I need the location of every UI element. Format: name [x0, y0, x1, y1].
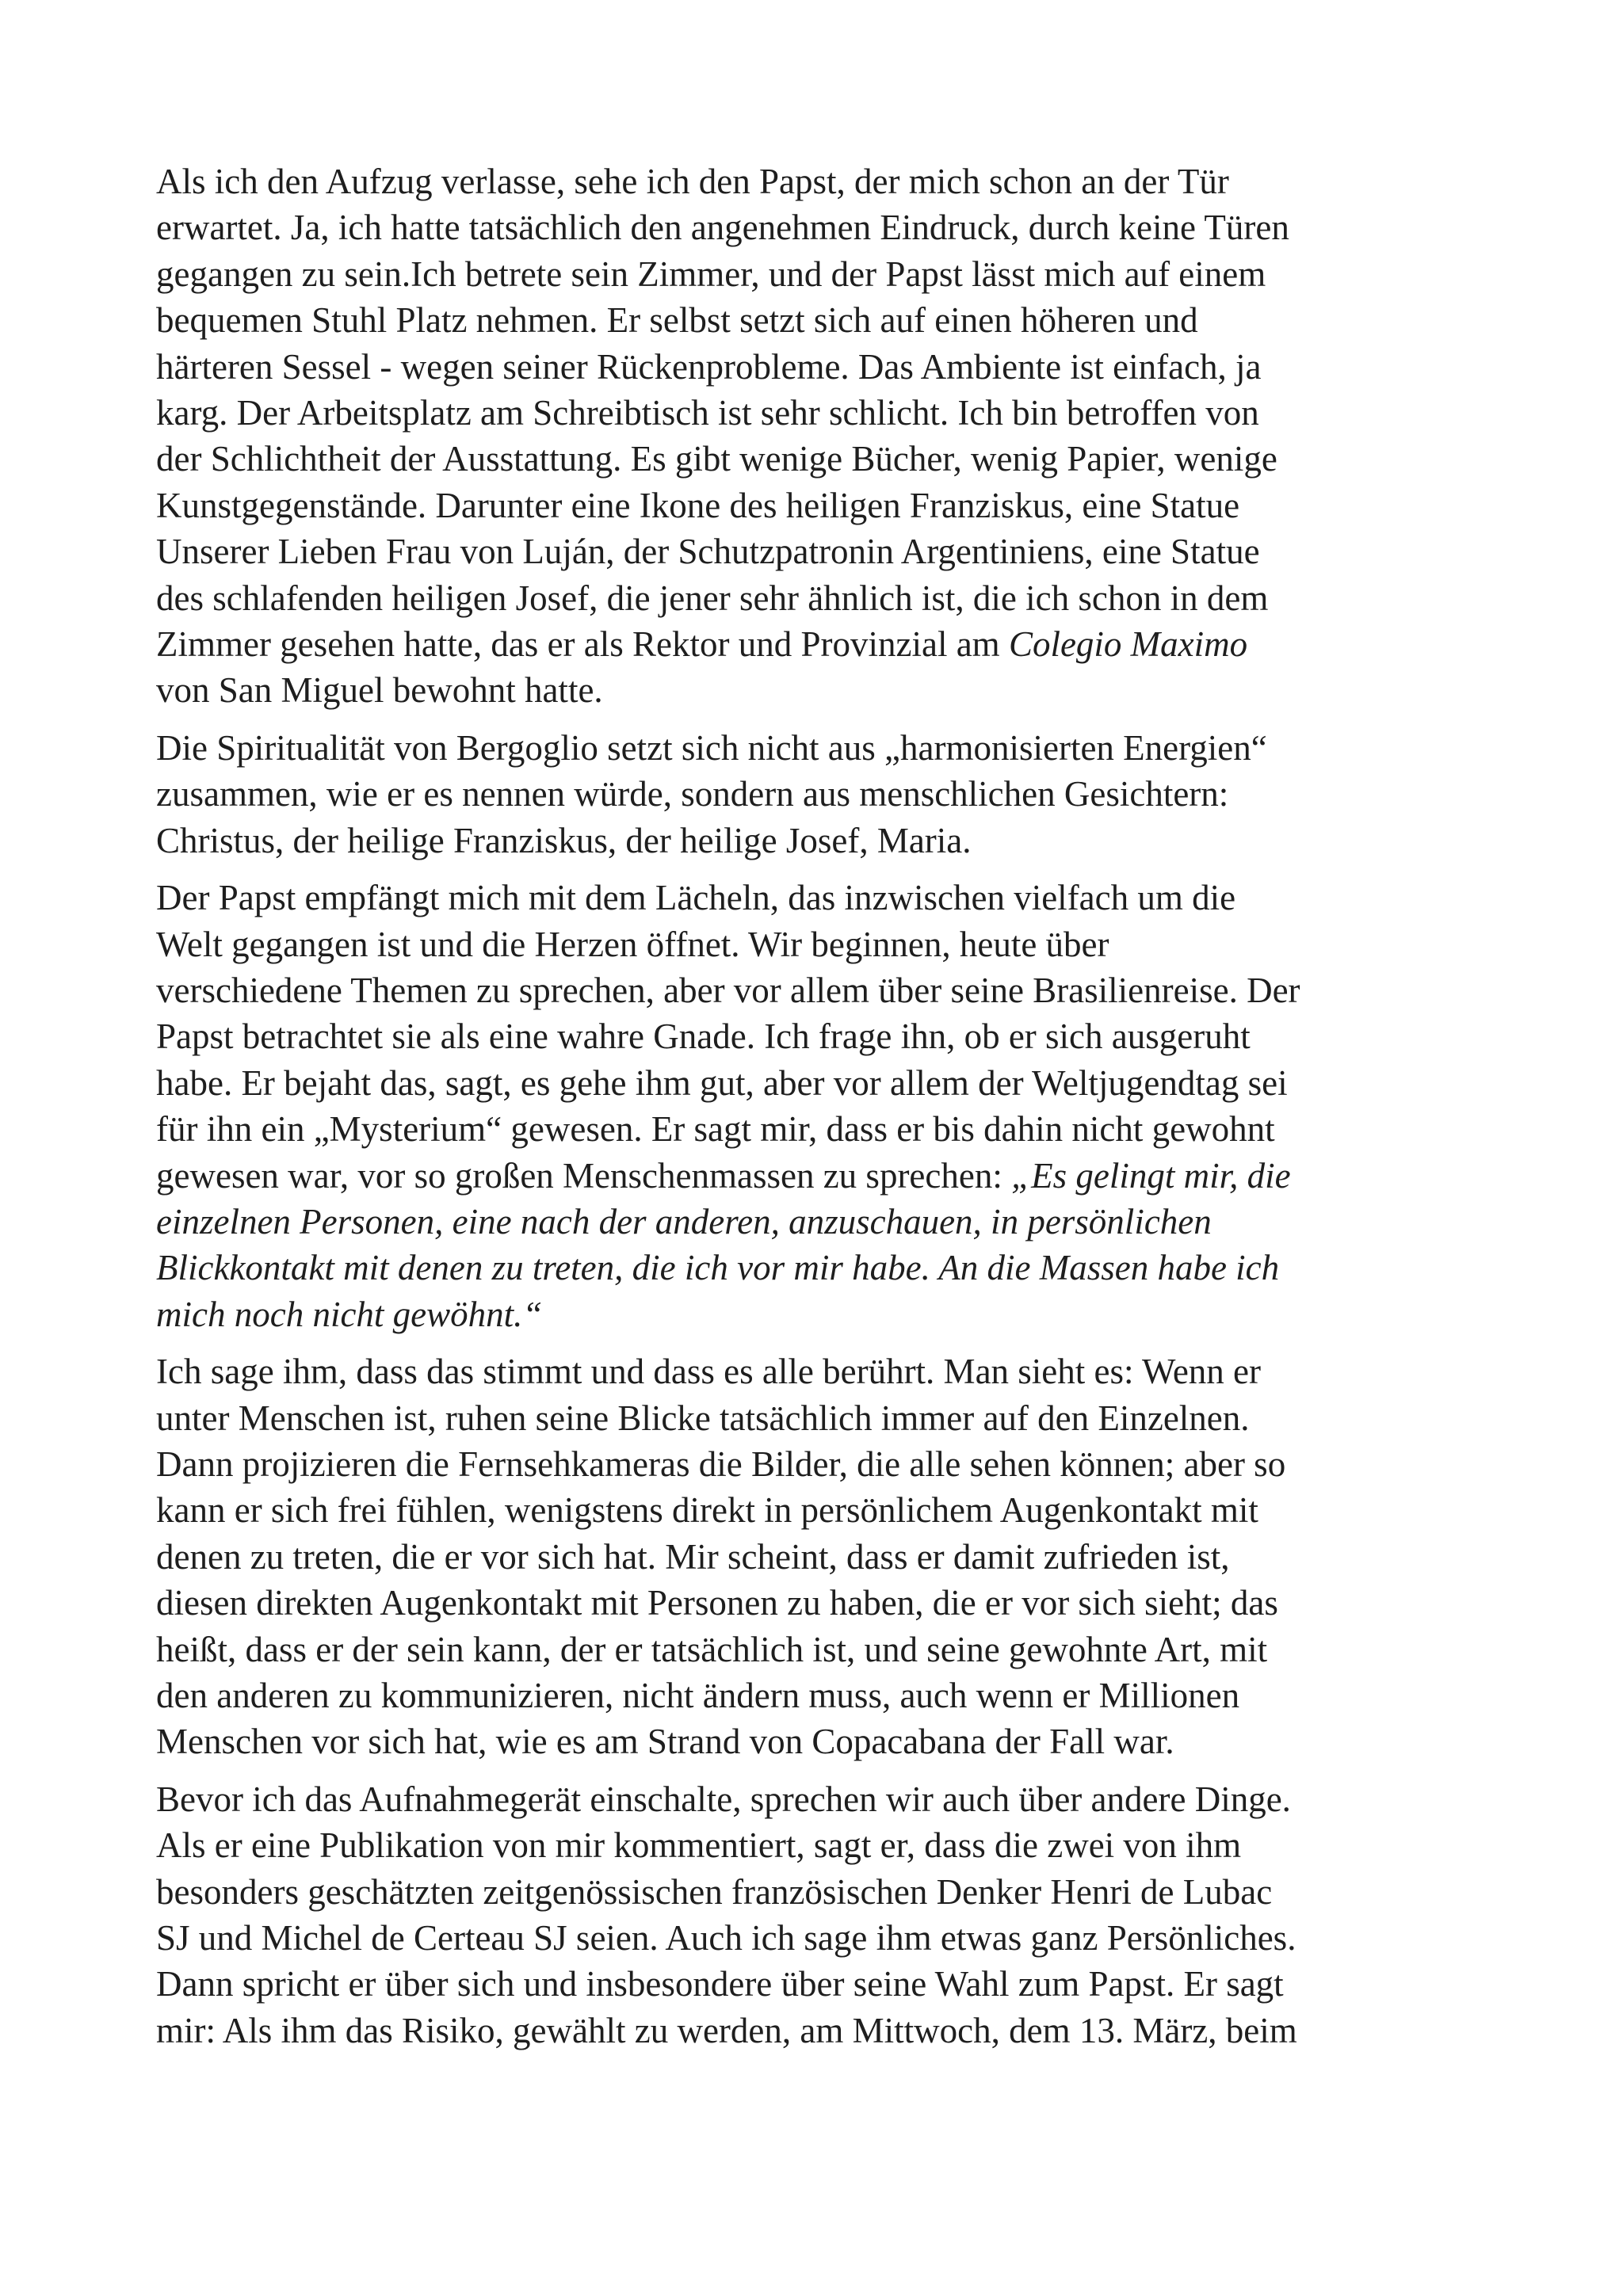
- paragraph: [156, 725, 1487, 864]
- text-segment: besonders geschätzten zeitgenössischen französischen Denker Henri de Lubac: [156, 1871, 1273, 1912]
- text-segment: von San Miguel bewohnt hatte.: [156, 670, 603, 711]
- text-line: [156, 771, 1487, 817]
- text-segment: verschiedene Themen zu sprechen, aber vor allem über seine Brasilienreise. Der: [156, 970, 1300, 1010]
- italic-text: „Es gelingt mir, die: [1011, 1155, 1291, 1196]
- text-segment: erwartet. Ja, ich hatte tatsächlich den angenehmen Eindruck, durch keine Türen: [156, 208, 1289, 248]
- text-line: [156, 436, 1487, 482]
- text-line: [156, 1106, 1487, 1152]
- text-line: [156, 344, 1487, 390]
- text-segment: diesen direkten Augenkontakt mit Personen zu haben, die er vor sich sieht; das: [156, 1583, 1278, 1623]
- text-segment: karg. Der Arbeitsplatz am Schreibtisch ist sehr schlicht. Ich bin betroffen von: [156, 393, 1259, 433]
- text-segment: Dann spricht er über sich und insbesondere über seine Wahl zum Papst. Er sagt: [156, 1964, 1284, 2004]
- text-line: [156, 667, 1487, 713]
- text-line: [156, 528, 1487, 574]
- text-line: [156, 1915, 1487, 1961]
- text-line: [156, 1580, 1487, 1626]
- text-line: [156, 482, 1487, 528]
- text-segment: SJ und Michel de Certeau SJ seien. Auch ich sage ihm etwas ganz Persönliches.: [156, 1918, 1296, 1958]
- text-line: [156, 158, 1487, 204]
- paragraph: [156, 1348, 1487, 1765]
- italic-text: mich noch nicht gewöhnt.“: [156, 1294, 543, 1334]
- text-line: [156, 297, 1487, 343]
- text-segment: kann er sich frei fühlen, wenigstens direkt in persönlichem Augenkontakt mit: [156, 1490, 1258, 1531]
- text-segment: mir: Als ihm das Risiko, gewählt zu werden, am Mittwoch, dem 13. März, beim: [156, 2010, 1297, 2050]
- text-segment: härteren Sessel - wegen seiner Rückenprobleme. Das Ambiente ist einfach, ja: [156, 346, 1262, 387]
- text-segment: bequemen Stuhl Platz nehmen. Er selbst setzt sich auf einen höheren und: [156, 300, 1198, 341]
- text-line: [156, 251, 1487, 297]
- paragraph: [156, 875, 1487, 1337]
- text-segment: Kunstgegenstände. Darunter eine Ikone des heiligen Franziskus, eine Statue: [156, 485, 1240, 525]
- text-line: [156, 2008, 1487, 2054]
- text-segment: Als er eine Publikation von mir kommentiert, sagt er, dass die zwei von ihm: [156, 1825, 1242, 1866]
- text-segment: Zimmer gesehen hatte, das er als Rektor und Provinzial am: [156, 624, 1009, 665]
- text-segment: Ich sage ihm, dass das stimmt und dass es alle berührt. Man sieht es: Wenn er: [156, 1352, 1262, 1392]
- text-line: [156, 1291, 1487, 1337]
- text-segment: des schlafenden heiligen Josef, die jener sehr ähnlich ist, die ich schon in dem: [156, 578, 1269, 618]
- text-line: [156, 1718, 1487, 1764]
- text-segment: der Schlichtheit der Ausstattung. Es gibt wenige Bücher, wenig Papier, wenige: [156, 439, 1277, 479]
- text-line: [156, 1153, 1487, 1199]
- text-segment: habe. Er bejaht das, sagt, es gehe ihm gut, aber vor allem der Weltjugendtag sei: [156, 1062, 1288, 1103]
- text-line: [156, 967, 1487, 1013]
- text-line: [156, 1869, 1487, 1915]
- text-line: [156, 921, 1487, 967]
- paragraph: [156, 1776, 1487, 2054]
- text-segment: Menschen vor sich hat, wie es am Strand von Copacabana der Fall war.: [156, 1722, 1174, 1762]
- text-line: [156, 204, 1487, 250]
- text-line: [156, 1060, 1487, 1106]
- text-segment: den anderen zu kommunizieren, nicht ändern muss, auch wenn er Millionen: [156, 1676, 1240, 1715]
- text-line: [156, 1776, 1487, 1822]
- text-line: [156, 1245, 1487, 1291]
- text-segment: gegangen zu sein.Ich betrete sein Zimmer, und der Papst lässt mich auf einem: [156, 254, 1266, 294]
- text-segment: Unserer Lieben Frau von Luján, der Schutzpatronin Argentiniens, eine Statue: [156, 532, 1260, 572]
- text-line: [156, 1348, 1487, 1394]
- text-line: [156, 1441, 1487, 1487]
- text-segment: Als ich den Aufzug verlasse, sehe ich den Papst, der mich schon an der Tür: [156, 162, 1229, 201]
- text-segment: für ihn ein „Mysterium“ gewesen. Er sagt mir, dass er bis dahin nicht gewohnt: [156, 1109, 1275, 1150]
- text-segment: heißt, dass er der sein kann, der er tatsächlich ist, und seine gewohnte Art, mit: [156, 1629, 1268, 1669]
- text-segment: Bevor ich das Aufnahmegerät einschalte, sprechen wir auch über andere Dinge.: [156, 1779, 1291, 1819]
- text-line: [156, 818, 1487, 864]
- text-line: [156, 1199, 1487, 1245]
- text-segment: Die Spiritualität von Bergoglio setzt sich nicht aus „harmonisierten Energien“: [156, 727, 1267, 768]
- text-segment: zusammen, wie er es nennen würde, sondern aus menschlichen Gesichtern:: [156, 774, 1229, 814]
- italic-text: Blickkontakt mit denen zu treten, die ich vor mir habe. An die Massen habe ich: [156, 1248, 1280, 1288]
- text-segment: gewesen war, vor so großen Menschenmassen zu sprechen:: [156, 1155, 1012, 1196]
- text-line: [156, 575, 1487, 621]
- text-line: [156, 1487, 1487, 1533]
- document-page: [156, 158, 1487, 2065]
- text-segment: Dann projizieren die Fernsehkameras die Bilder, die alle sehen können; aber so: [156, 1444, 1286, 1484]
- text-line: [156, 1822, 1487, 1868]
- text-line: [156, 390, 1487, 436]
- paragraph: [156, 158, 1487, 714]
- text-segment: unter Menschen ist, ruhen seine Blicke tatsächlich immer auf den Einzelnen.: [156, 1398, 1250, 1438]
- text-line: [156, 1013, 1487, 1059]
- text-line: [156, 1534, 1487, 1580]
- text-segment: denen zu treten, die er vor sich hat. Mir scheint, dass er damit zufrieden ist,: [156, 1536, 1230, 1577]
- text-segment: Christus, der heilige Franziskus, der heilige Josef, Maria.: [156, 820, 972, 860]
- text-segment: Welt gegangen ist und die Herzen öffnet. Wir beginnen, heute über: [156, 924, 1109, 964]
- text-line: [156, 725, 1487, 771]
- italic-text: einzelnen Personen, eine nach der anderen, anzuschauen, in persönlichen: [156, 1201, 1212, 1241]
- text-line: [156, 1627, 1487, 1672]
- text-line: [156, 1672, 1487, 1718]
- text-segment: Papst betrachtet sie als eine wahre Gnade. Ich frage ihn, ob er sich ausgeruht: [156, 1016, 1251, 1057]
- italic-text: Colegio Maximo: [1008, 624, 1248, 665]
- text-line: [156, 1961, 1487, 2007]
- text-line: [156, 621, 1487, 667]
- text-line: [156, 1395, 1487, 1441]
- text-line: [156, 875, 1487, 921]
- text-segment: Der Papst empfängt mich mit dem Lächeln, das inzwischen vielfach um die: [156, 878, 1236, 918]
